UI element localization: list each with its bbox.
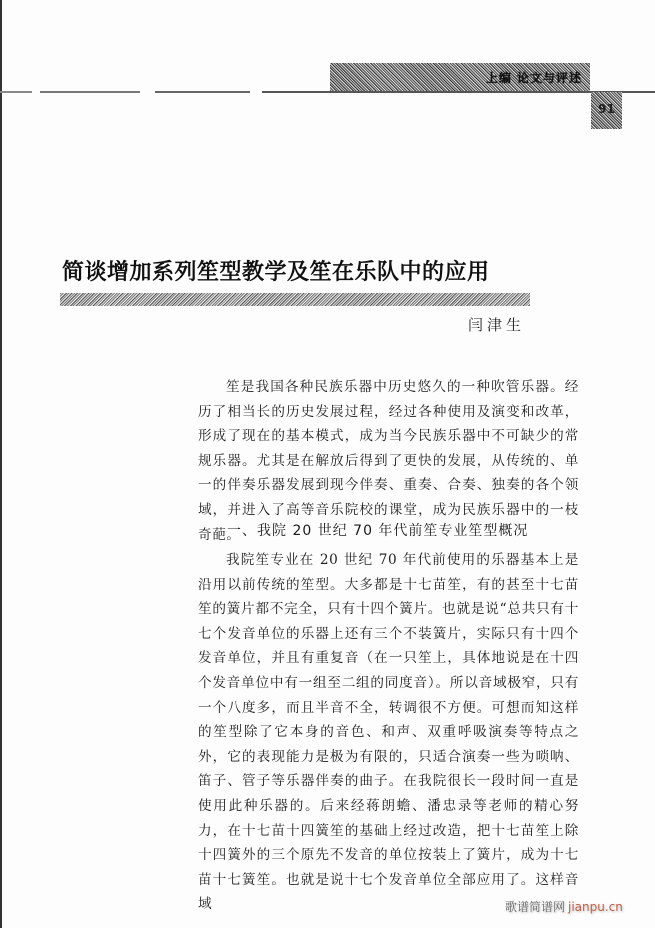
section-heading: 一、我院 20 世纪 70 年代前笙专业笙型概况 <box>227 523 529 539</box>
page-number-box <box>591 92 622 129</box>
page-number: 91 <box>598 102 615 116</box>
watermark <box>505 898 623 915</box>
watermark-url: jianpu.cn <box>568 900 623 914</box>
section-paragraph: 我院笙专业在 20 世纪 70 年代前使用的乐器基本上是沿用以前传统的笙型。大多都是十七苗笙，有的甚至十七苗笙的簧片都不完全，只有十四个簧片。也就是说“总共只有十七个发音单位的乐器上还有三个不装簧片，实际只有十四个发音单位，并且有重复音（在一只笙上，具体地说是在十四个发音单位中有一组至二组的同度音）。所以音域极窄，只有一个八度多，而且半音不全，转调很不方便。可想而知这样的笙型除了它本身的音色、和声、双重呼吸演奏等特点之外，它的表现能力是极为有限的，只适合演奏一些为唢呐、笛子、管子等乐器伴奏的曲子。在我院很长一段时间一直是使用此种乐器的。后来经蒋朗蟾、潘忠录等老师的精心努力，在十七苗十四簧笙的基础上经过改造，把十七苗笙上除十四簧外的三个原先不发音的单位按装上了簧片，成为十七苗十七簧笙。也就是说十七个发音单位全部应用了。这样音域 <box>198 552 579 913</box>
watermark-site-name: 歌谱简谱网 <box>505 900 566 914</box>
section-paragraph-block <box>198 548 579 917</box>
article-author: 闫津生 <box>468 316 526 334</box>
running-header-section-label: 上编 论文与评述 <box>485 71 582 85</box>
intro-paragraph: 笙是我国各种民族乐器中历史悠久的一种吹管乐器。经历了相当长的历史发展过程，经过各种使用及演变和改革，形成了现在的基本模式，成为当今民族乐器中不可缺少的常规乐器。尤其是在解放后得到了更快的发展，从传统的、单一的伴奏乐器发展到现今伴奏、重奏、合奏、独奏的各个领域，并进入了高等音乐院校的课堂，成为民族乐器中的一枝奇葩。 <box>198 379 579 543</box>
article-title: 简谈增加系列笙型教学及笙在乐队中的应用 <box>62 260 490 285</box>
page-left-edge-line <box>0 0 2 928</box>
running-header-band <box>330 63 590 91</box>
header-rule <box>0 91 655 93</box>
title-underline-band <box>60 293 530 306</box>
